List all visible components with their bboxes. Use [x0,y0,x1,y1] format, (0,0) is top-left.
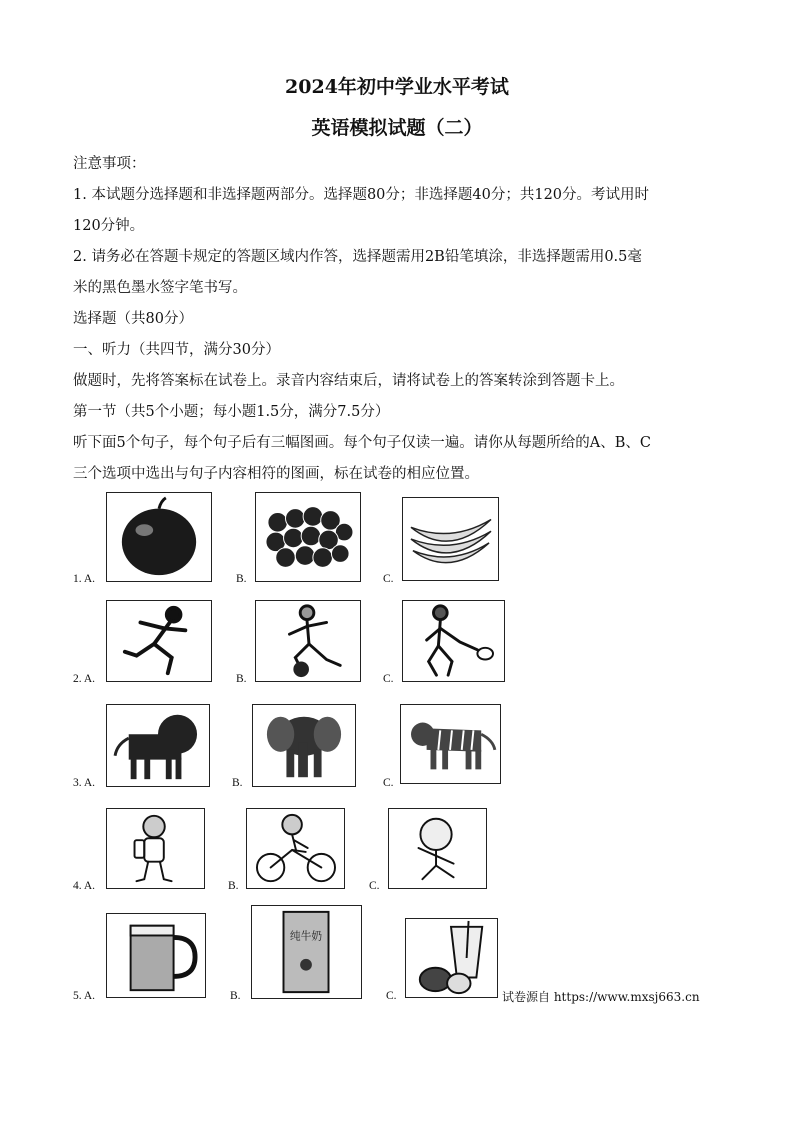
q1-label-a: 1. A. [73,573,96,585]
q3-label-c: C. [383,777,394,789]
q3-label-b: B. [232,777,243,789]
part1-instruction-cont: 三个选项中选出与句子内容相符的图画，标在试卷的相应位置。 [73,466,479,482]
tiger-picture[interactable] [400,704,501,784]
source-watermark-text: 试卷源自 https://www.mxsj663.cn [502,990,700,1004]
lion-picture[interactable] [106,704,210,787]
milk-carton-text: 纯牛奶 [289,929,323,943]
milk-carton-picture[interactable] [251,905,362,999]
q2-label-a: 2. A. [73,673,96,685]
q1-label-c: C. [383,573,394,585]
q3-label-a: 3. A. [73,777,96,789]
note-item-1-cont: 120分钟。 [73,218,145,234]
exam-title: 2024年初中学业水平考试 [285,76,509,98]
football-picture[interactable] [255,600,361,682]
bananas-picture[interactable] [402,497,499,581]
q5-label-a: 5. A. [73,990,96,1002]
choice-heading: 选择题（共80分） [73,311,193,327]
elephant-picture[interactable] [252,704,356,787]
q1-label-b: B. [236,573,247,585]
q2-label-b: B. [236,673,247,685]
badminton-picture[interactable] [402,600,505,682]
note-item-2-cont: 米的黑色墨水签字笔书写。 [73,280,247,296]
q2-label-c: C. [383,673,394,685]
notes-heading: 注意事项： [73,156,146,172]
listening-instruction: 做题时，先将答案标在试卷上。录音内容结束后，请将试卷上的答案转涂到答题卡上。 [73,373,624,389]
note-item-1: 1. 本试题分选择题和非选择题两部分。选择题80分；非选择题40分；共120分。考试用时 [73,187,650,203]
part1-instruction: 听下面5个句子，每个句子后有三幅图画。每个句子仅读一遍。请你从每题所给的A、B、C [73,435,651,451]
exam-subtitle: 英语模拟试题（二） [311,117,483,139]
listening-heading: 一、听力（共四节，满分30分） [73,342,280,358]
cycling-child-picture[interactable] [246,808,345,889]
q4-label-b: B. [228,880,239,892]
walking-child-picture[interactable] [106,808,205,889]
q4-label-c: C. [369,880,380,892]
juice-mug-picture[interactable] [106,913,206,998]
lemonade-picture[interactable] [405,918,498,998]
grapes-picture[interactable] [255,492,361,582]
running-child-picture[interactable] [388,808,487,889]
note-item-2: 2. 请务必在答题卡规定的答题区域内作答，选择题需用2B铅笔填涂，非选择题需用0.5毫 [73,249,642,265]
apple-picture[interactable] [106,492,212,582]
q5-label-c: C. [386,990,397,1002]
q5-label-b: B. [230,990,241,1002]
q4-label-a: 4. A. [73,880,96,892]
running-picture[interactable] [106,600,212,682]
part1-heading: 第一节（共5个小题；每小题1.5分，满分7.5分） [73,404,390,420]
